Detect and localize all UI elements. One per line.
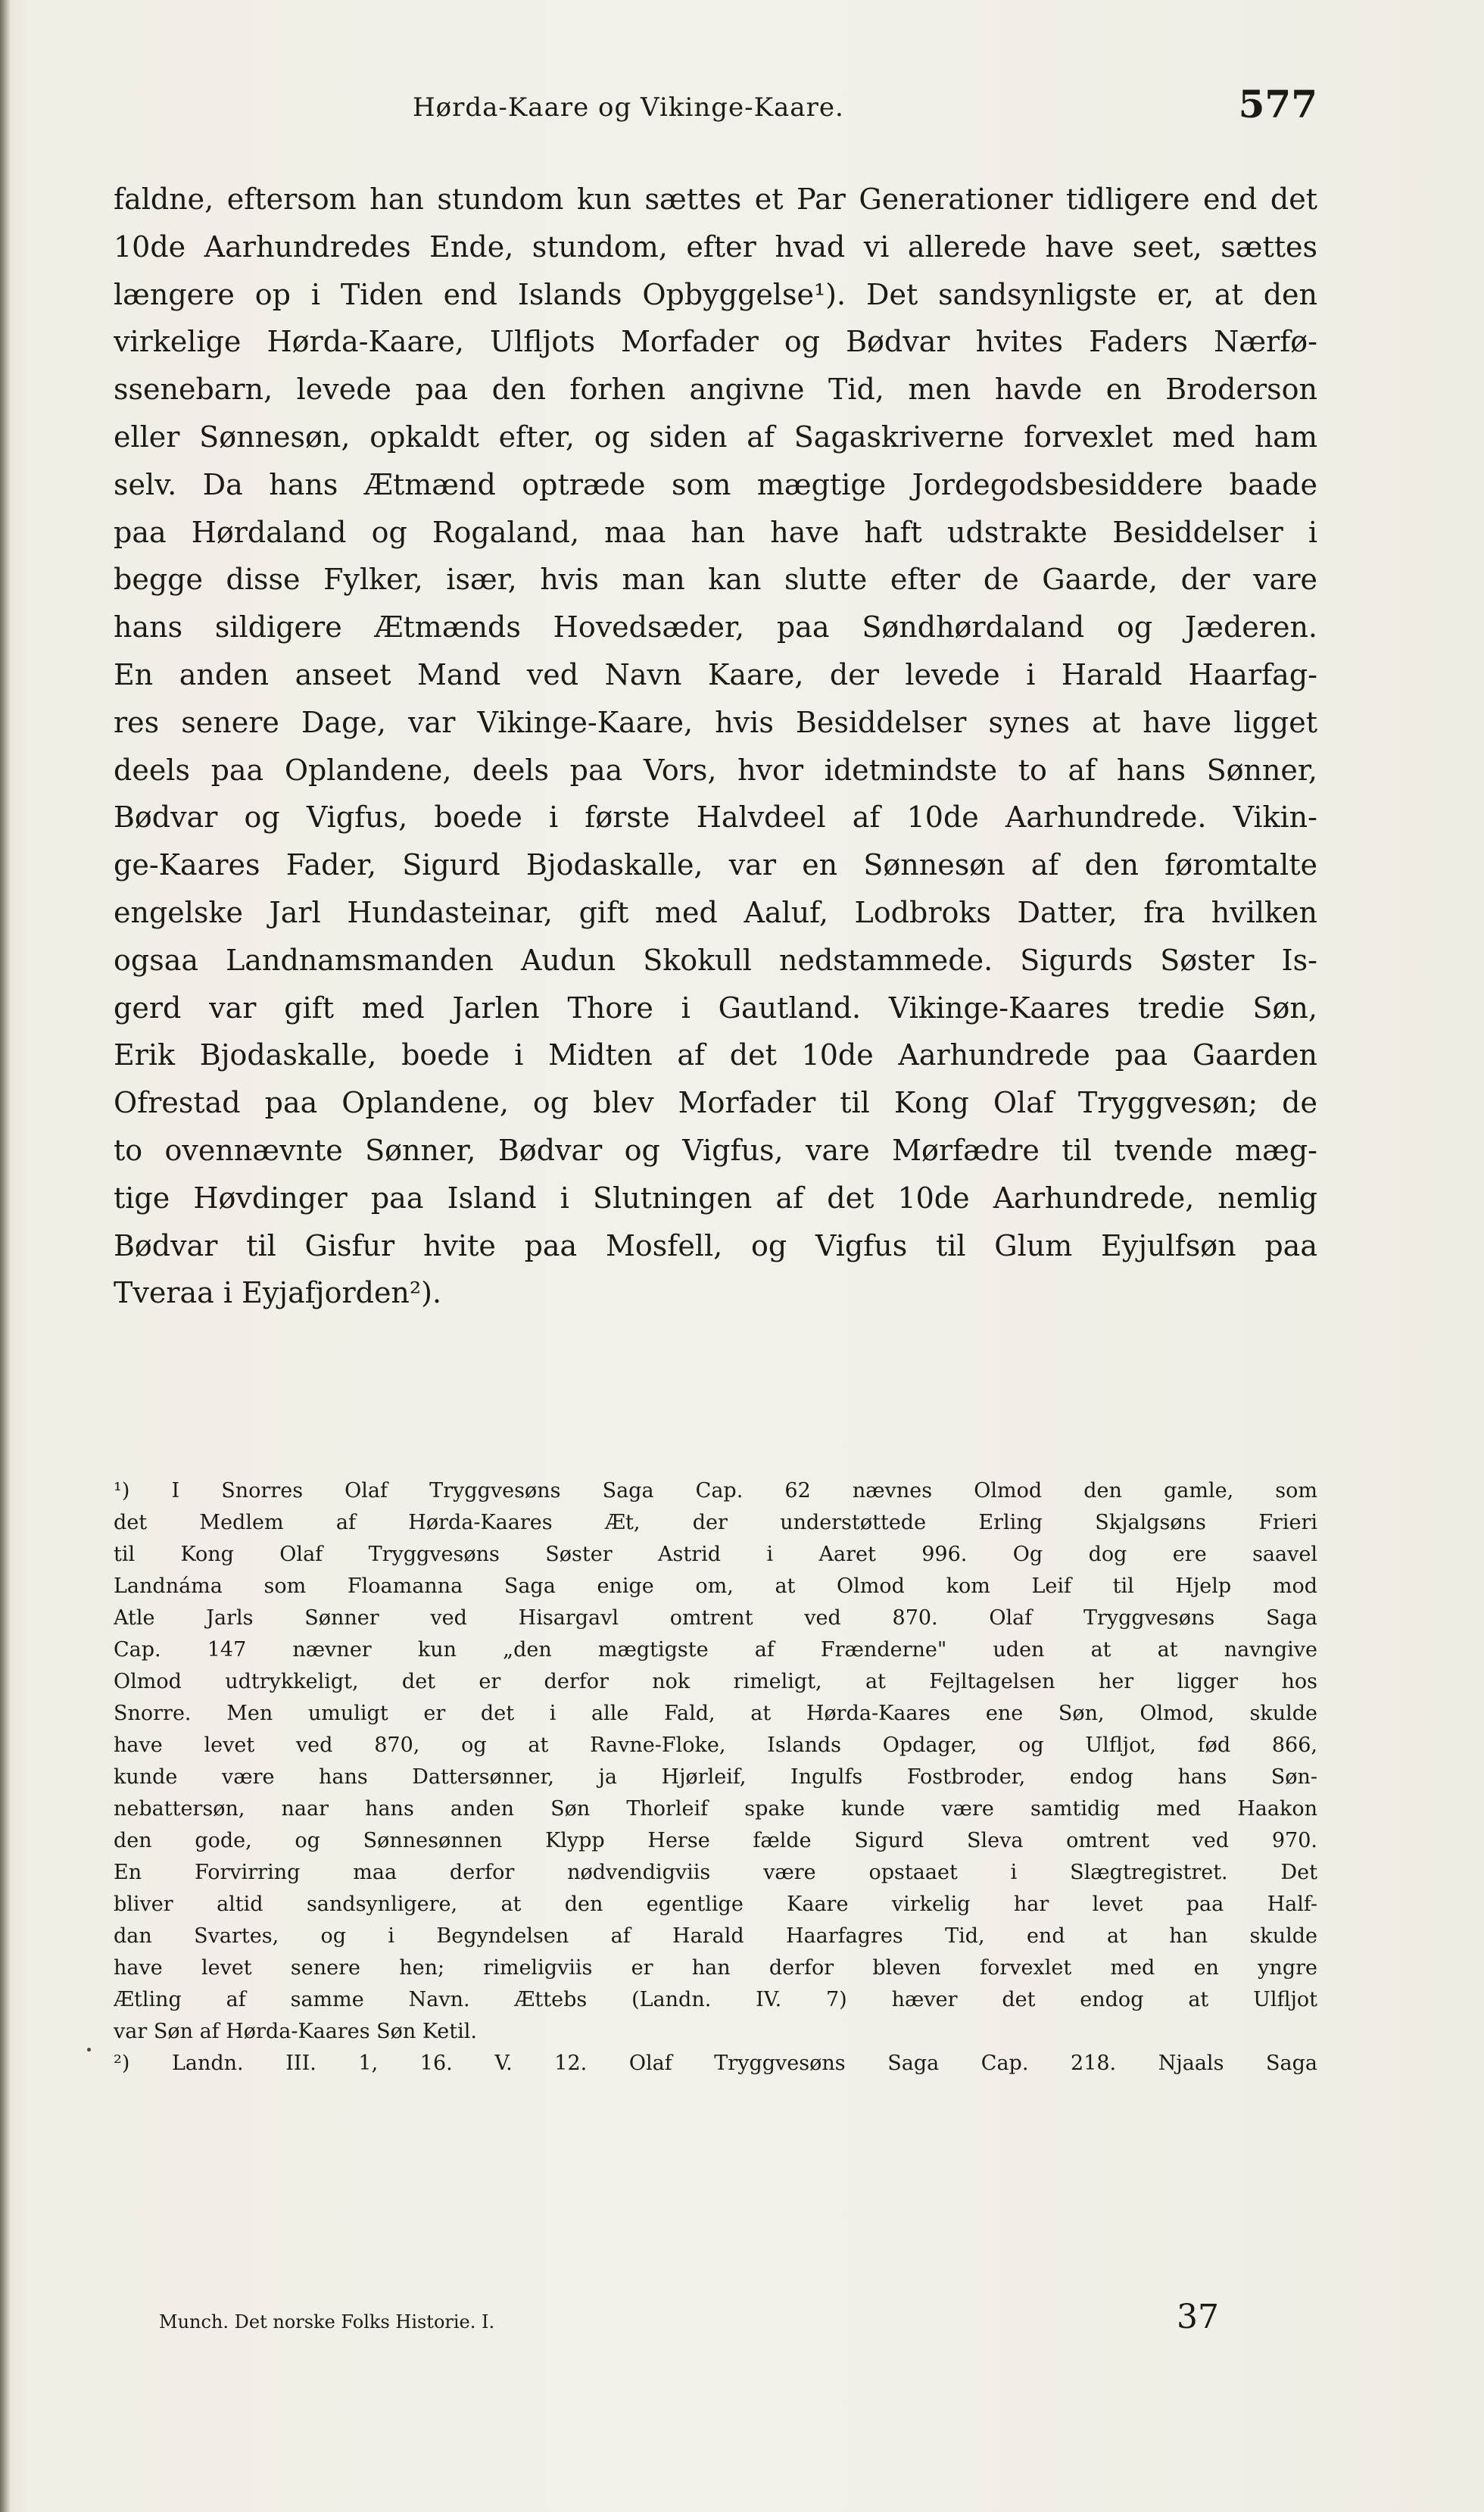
body-line: deels paa Oplandene, deels paa Vors, hvor idetmindste to af hans Sønner,	[114, 753, 1317, 787]
signature-mark: 37	[1177, 2298, 1219, 2336]
footnote-line	[114, 2048, 1317, 2080]
footnote-line: En Forvirring maa derfor nødvendigviis være opstaaet i Slægtregistret. Det	[114, 1861, 1317, 1884]
body-line: to ovennævnte Sønner, Bødvar og Vigfus, vare Mørfædre til tvende mæg-	[114, 1133, 1317, 1167]
footnote-text: I Snorres Olaf Tryggvesøns Saga Cap. 62 nævnes Olmod den gamle, som	[171, 1479, 1317, 1503]
footnote-line: den gode, og Sønnesønnen Klypp Herse fælde Sigurd Sleva omtrent ved 970.	[114, 1829, 1317, 1852]
body-line: Bødvar til Gisfur hvite paa Mosfell, og Vigfus til Glum Eyjulfsøn paa	[114, 1228, 1317, 1262]
body-line: virkelige Hørda-Kaare, Ulfljots Morfader og Bødvar hvites Faders Nærfø-	[114, 325, 1317, 359]
footnote-line: var Søn af Hørda-Kaares Søn Ketil.	[114, 2020, 477, 2043]
book-spine-shadow	[0, 0, 11, 2512]
page-number: 577	[1238, 82, 1317, 126]
body-line: En anden anseet Mand ved Navn Kaare, der levede i Harald Haarfag-	[114, 657, 1317, 691]
body-line: faldne, eftersom han stundom kun sættes et Par Generationer tidligere end det	[114, 183, 1317, 216]
body-line: begge disse Fylker, især, hvis man kan slutte efter de Gaarde, der vare	[114, 563, 1317, 597]
body-line: eller Sønnesøn, opkaldt efter, og siden af Sagaskriverne forvexlet med ham	[114, 420, 1317, 454]
footnote-text: Landn. III. 1, 16. V. 12. Olaf Tryggvesøns Saga Cap. 218. Njaals Saga	[171, 2052, 1317, 2075]
body-line: ssenebarn, levede paa den forhen angivne Tid, men havde en Broderson	[114, 373, 1317, 407]
page-header	[114, 82, 1317, 135]
body-line: Erik Bjodaskalle, boede i Midten af det 10de Aarhundrede paa Gaarden	[114, 1038, 1317, 1072]
margin-dot	[87, 2048, 91, 2052]
footnote-line: have levet senere hen; rimeligviis er han derfor bleven forvexlet med en yngre	[114, 1956, 1317, 1980]
footnote-line: have levet ved 870, og at Ravne-Floke, Islands Opdager, og Ulfljot, fød 866,	[114, 1733, 1317, 1757]
body-line: engelske Jarl Hundasteinar, gift med Aaluf, Lodbroks Datter, fra hvilken	[114, 895, 1317, 929]
body-line: paa Hørdaland og Rogaland, maa han have haft udstrakte Besiddelser i	[114, 515, 1317, 549]
footnote-2	[114, 2048, 1317, 2080]
body-line: res senere Dage, var Vikinge-Kaare, hvis Besiddelser synes at have ligget	[114, 705, 1317, 739]
footnote-line: til Kong Olaf Tryggvesøns Søster Astrid i Aaret 996. Og dog ere saavel	[114, 1543, 1317, 1566]
footnote-line: Cap. 147 nævner kun „den mægtigste af Frænderne" uden at at navngive	[114, 1638, 1317, 1662]
footnote-line: det Medlem af Hørda-Kaares Æt, der understøttede Erling Skjalgsøns Frieri	[114, 1511, 1317, 1534]
footnote-line: Olmod udtrykkeligt, det er derfor nok rimeligt, at Fejltagelsen her ligger hos	[114, 1670, 1317, 1693]
body-line: tige Høvdinger paa Island i Slutningen af det 10de Aarhundrede, nemlig	[114, 1181, 1317, 1215]
footnote-line: kunde være hans Dattersønner, ja Hjørleif, Ingulfs Fostbroder, endog hans Søn-	[114, 1765, 1317, 1789]
body-line: Ofrestad paa Oplandene, og blev Morfader til Kong Olaf Tryggvesøn; de	[114, 1086, 1317, 1120]
body-line: ogsaa Landnamsmanden Audun Skokull nedstammede. Sigurds Søster Is-	[114, 943, 1317, 977]
footnote-line: dan Svartes, og i Begyndelsen af Harald Haarfagres Tid, end at han skulde	[114, 1924, 1317, 1948]
body-line: hans sildigere Ætmænds Hovedsæder, paa Søndhørdaland og Jæderen.	[114, 610, 1317, 644]
printer-line: Munch. Det norske Folks Historie. I.	[159, 2311, 495, 2333]
page-footer	[114, 2298, 1317, 2343]
running-head: Hørda-Kaare og Vikinge-Kaare.	[413, 92, 844, 123]
footnote-line: Landnáma som Floamanna Saga enige om, at Olmod kom Leif til Hjelp mod	[114, 1574, 1317, 1598]
footnote-1	[114, 1475, 1317, 2048]
footnote-line: Atle Jarls Sønner ved Hisargavl omtrent ved 870. Olaf Tryggvesøns Saga	[114, 1606, 1317, 1630]
footnote-line	[114, 1475, 1317, 1507]
footnote-marker: ²)	[114, 2052, 130, 2075]
body-line: selv. Da hans Ætmænd optræde som mægtige Jordegodsbesiddere baade	[114, 467, 1317, 501]
body-line: gerd var gift med Jarlen Thore i Gautland. Vikinge-Kaares tredie Søn,	[114, 991, 1317, 1025]
footnote-marker: ¹)	[114, 1479, 130, 1503]
body-text	[114, 176, 1317, 1317]
body-line: 10de Aarhundredes Ende, stundom, efter hvad vi allerede have seet, sættes	[114, 229, 1317, 264]
footnote-line: Ætling af samme Navn. Ættebs (Landn. IV. 7) hæver det endog at Ulfljot	[114, 1988, 1317, 2011]
footnotes	[114, 1475, 1317, 2080]
footnote-line: Snorre. Men umuligt er det i alle Fald, at Hørda-Kaares ene Søn, Olmod, skulde	[114, 1702, 1317, 1725]
body-line: Bødvar og Vigfus, boede i første Halvdeel af 10de Aarhundrede. Vikin-	[114, 800, 1317, 835]
footnote-line: nebattersøn, naar hans anden Søn Thorleif spake kunde være samtidig med Haakon	[114, 1797, 1317, 1821]
body-line: længere op i Tiden end Islands Opbyggelse¹). Det sandsynligste er, at den	[114, 277, 1317, 311]
footnote-line: bliver altid sandsynligere, at den egentlige Kaare virkelig har levet paa Half-	[114, 1893, 1317, 1916]
body-line: ge-Kaares Fader, Sigurd Bjodaskalle, var en Sønnesøn af den føromtalte	[114, 848, 1317, 882]
body-line: Tveraa i Eyjafjorden²).	[114, 1276, 442, 1310]
